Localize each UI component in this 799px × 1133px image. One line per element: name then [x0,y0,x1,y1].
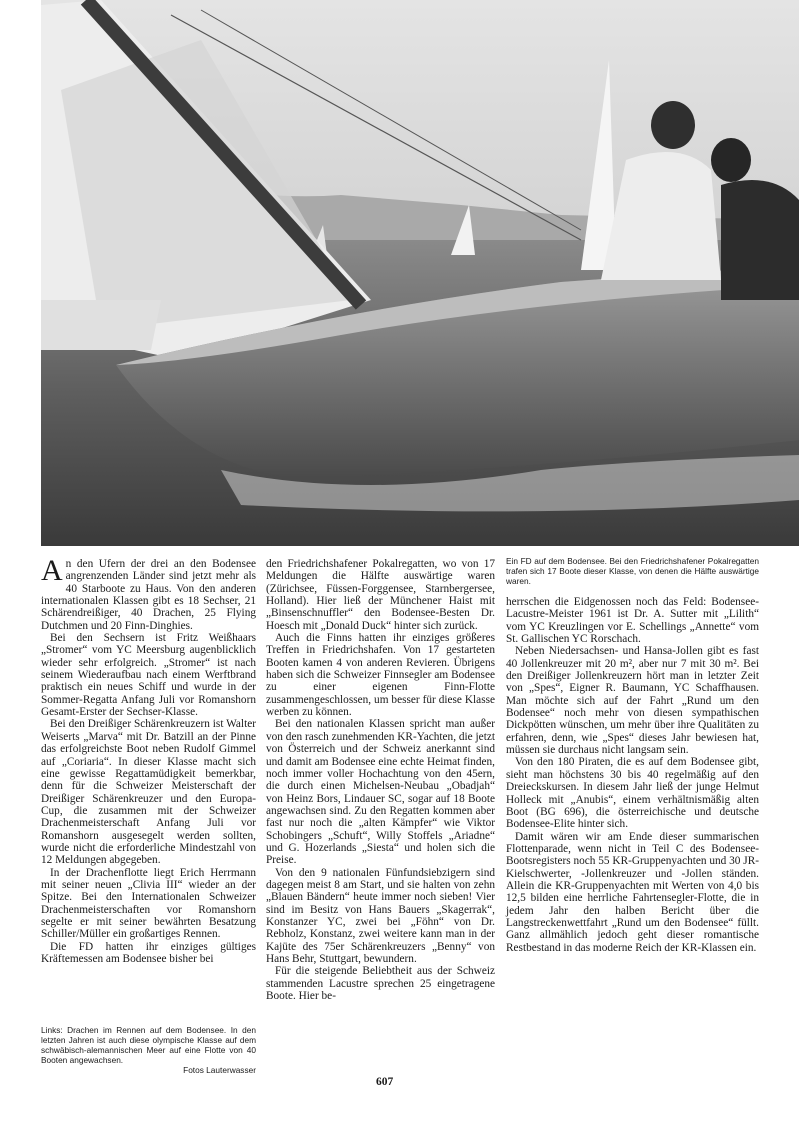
paragraph [41,554,256,632]
paragraph: Auch die Finns hatten ihr einziges größeres Treffen in Friedrichshafen. Von 17 gestarteten Booten kamen 4 von anderen Revieren. Übrigens haben sich die Schweizer Finnsegler am Bodensee zu einer eigenen Finn-Flotte zusammengeschlossen, um besser für diese Klasse werben zu können. [266,632,495,719]
text-column-3 [506,596,759,954]
text-column-1 [41,554,256,965]
page-number: 607 [376,1076,394,1088]
sailor-head [651,101,695,149]
sailing-photo [41,0,799,546]
paragraph: Für die steigende Beliebtheit aus der Schweiz stammenden Lacustre sprechen 25 eingetragene Boote. Hier be- [266,965,495,1003]
sailor-head [711,138,751,182]
paragraph-text: n den Ufern der drei an den Bodensee angrenzenden Länder sind jetzt mehr als 40 Starboote zu Haus. Von den anderen internationalen Klassen gibt es 18 Sechser, 21 Schärendreißiger, 40 Drachen, 25 Flying Dutchmen und 20 Finn-Dinghies. [41,558,256,632]
paragraph: Von den 9 nationalen Fünfundsiebzigern sind dagegen meist 8 am Start, und sie halten von zehn „Blauen Bändern“ heute immer noch sieben! Vier sind im Besitz von Hans Bauers „Skagerrak“, Konstanzer YC, zwei bei „Föhn“ von Dr. Rebholz, Konstanz, zwei weitere kann man in der Kajüte des 75er Schärenkreuzers „Benny“ von Hans Behr, Stuttgart, bewundern. [266,866,495,965]
caption-left [41,1025,256,1075]
paragraph: Die FD hatten ihr einziges gültiges Kräftemessen am Bodensee bisher bei [41,940,256,965]
drop-cap: A [41,554,63,587]
paragraph: Damit wären wir am Ende dieser summarischen Flottenparade, wenn nicht in Teil C des Bodensee-Bootsregisters noch 55 KR-Gruppenyachten und 30 JR-Kielschwerter, -Jollenkreuzer und -Jollen ständen. Allein die KR-Gruppenyachten mit Werten von 4,0 bis 12,5 bilden eine herrliche Fahrtensegler-Flotte, die in jedem Jahr den halben Bericht über die Langstreckenwettfahrt „Rund um den Bodensee“ füllt. Ganz allmählich jedoch geht dieser romantische Restbestand in das moderne Reich der KR-Klassen ein. [506,830,759,954]
caption-right: Ein FD auf dem Bodensee. Bei den Friedrichshafener Pokalregatten trafen sich 17 Boote dieser Klasse, von denen die Hälfte auswärtige waren. [506,556,759,586]
left-boat [41,300,161,350]
photo-credit: Fotos Lauterwasser [183,1065,256,1075]
sailor-sweater [721,180,799,300]
caption-text: Links: Drachen im Rennen auf dem Bodensee. In den letzten Jahren ist auch diese olympische Klasse auf dem schwäbisch-alemannischen Meer auf eine Flotte von 40 Booten angewachsen. [41,1025,256,1065]
paragraph: Bei den Dreißiger Schärenkreuzern ist Walter Weiserts „Marva“ mit Dr. Batzill an der Pinne das erfolgreichste Boot neben Rudolf Gimmel auf „Coriaria“. In dieser Klasse macht sich eine gewisse Regattamüdigkeit bemerkbar, denn für die Schweizer Meisterschaft der Dreißiger Schärenkreuzer und den Europa-Cup, die zusammen mit der Schweizer Drachenmeisterschaft Anfang Juli vor Romanshorn ausgesegelt werden sollten, wurde nicht die erforderliche Mindestzahl von 12 Meldungen abgegeben. [41,718,256,867]
paragraph: den Friedrichshafener Pokalregatten, wo von 17 Meldungen die Hälfte auswärtige waren (Zürichsee, Füssen-Forggensee, Starnbergersee, Holland). Hier ließ der Münchener Haist mit „Binsenschnuffler“ den Bodensee-Besten Dr. Hoesch mit „Donald Duck“ hinter sich zurück. [266,558,495,632]
paragraph: In der Drachenflotte liegt Erich Herrmann mit seiner neuen „Clivia III“ wieder an der Spitze. Bei den Internationalen Schweizer Drachenmeisterschaften vor Romanshorn segelte er mit seiner bewährten Besatzung Schiller/Müller ein großartiges Rennen. [41,866,256,941]
paragraph: Bei den Sechsern ist Fritz Weißhaars „Stromer“ vom YC Meersburg augenblicklich wieder sehr erfolgreich. „Stromer“ ist nach seinem Wiederaufbau nach einem Werftbrand praktisch ein neues Schiff und wurde in der Sommer-Regatta Anfang Juli vor Romanshorn Gesamt-Erster der Sechser-Klasse. [41,632,256,719]
paragraph: Von den 180 Piraten, die es auf dem Bodensee gibt, sieht man höchstens 30 bis 40 regelmäßig auf den Dreieckskursen. In diesem Jahr ließ der junge Helmut Holleck mit „Anubis“, einem verhältnismäßig alten Boot (BG 696), die österreichische und deutsche Bodensee-Elite hinter sich. [506,756,759,831]
paragraph: herrschen die Eidgenossen noch das Feld: Bodensee-Lacustre-Meister 1961 ist Dr. A. Sutter mit „Lilith“ vom YC Kreuzlingen vor E. Schellings „Annette“ vom St. Gallischen YC Rorschach. [506,596,759,646]
paragraph: Bei den nationalen Klassen spricht man außer von den rasch zunehmenden KR-Yachten, die jetzt von Österreich und der Schweiz anerkannt sind und damit am Bodensee eine echte Heimat finden, noch immer voller Hochachtung von den 45ern, die durch einen Michelsen-Neubau „Obadjah“ von Heinz Bors, Lindauer SC, sogar auf 18 Boote angewachsen sind. Zu den Regatten kommen aber fast nur noch die „alten Kämpfer“ wie Viktor Schobingers „Schuft“, Willy Stoffels „Ariadne“ und G. Hozerlands „Siesta“ und holen sich die Preise. [266,718,495,867]
paragraph: Neben Niedersachsen- und Hansa-Jollen gibt es fast 40 Jollenkreuzer mit 20 m², aber nur 7 mit 30 m². Bei den Dreißiger Jollenkreuzern hört man in letzter Zeit von „Spes“, Eigner R. Baumann, YC Schaffhausen. Man möchte sich auf der Fahrt „Rund um den Bodensee“ noch mehr von diesen sympathischen Dickpötten wünschen, um mehr über ihre Qualitäten zu erfahren, denn, wie „Spes“ dieses Jahr bewiesen hat, müssen sie durchaus nicht langsam sein. [506,645,759,757]
photo-illustration [41,0,799,546]
text-column-2 [266,558,495,1002]
